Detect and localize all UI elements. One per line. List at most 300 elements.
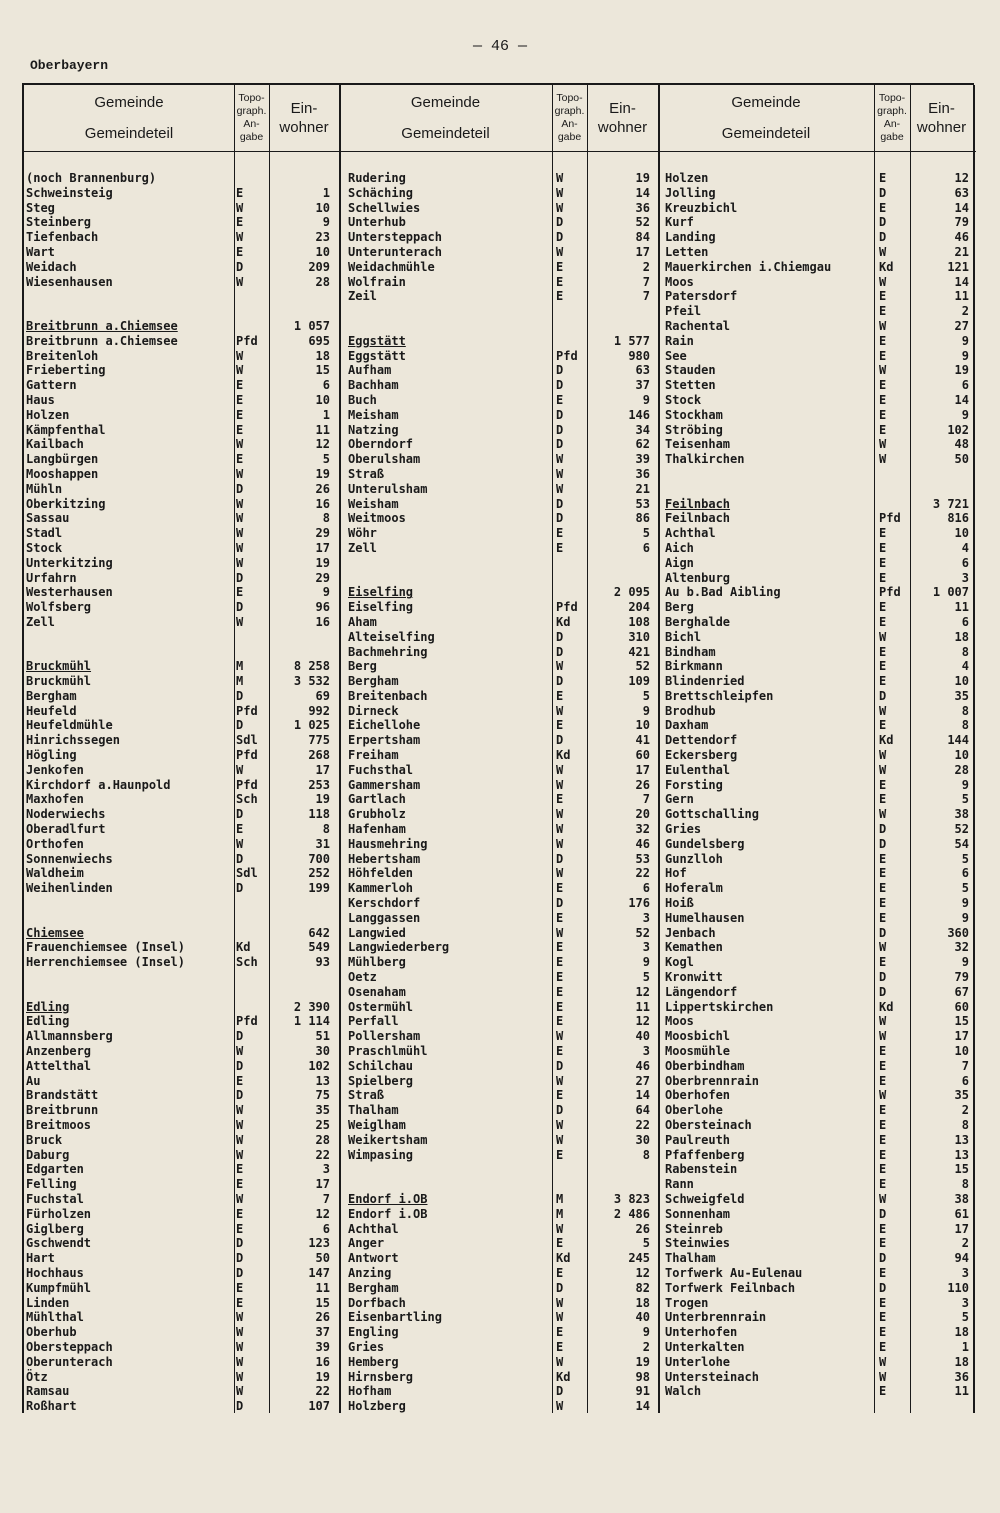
einwohner-value: 147 xyxy=(308,1265,330,1280)
gemeindeteil-name: Orthofen xyxy=(26,836,84,851)
gemeindeteil-name: Hochhaus xyxy=(26,1265,84,1280)
gemeindeteil-name: Engling xyxy=(348,1325,399,1340)
topo-code: D xyxy=(236,1251,244,1266)
table-row xyxy=(24,792,973,807)
gemeindeteil-name: Aham xyxy=(348,614,377,629)
einwohner-value: 9 xyxy=(961,333,969,348)
einwohner-value: 13 xyxy=(954,1147,969,1162)
einwohner-value: 52 xyxy=(954,822,969,837)
einwohner-value: 252 xyxy=(308,866,330,881)
header-einwohner xyxy=(587,85,658,151)
einwohner-value: 3 823 xyxy=(613,1191,650,1206)
gemeindeteil-name: Sassau xyxy=(26,511,70,526)
table-row xyxy=(24,1310,973,1325)
einwohner-value: 31 xyxy=(315,836,330,851)
gemeindeteil-name: Oberadlfurt xyxy=(26,822,106,837)
topo-code: W xyxy=(556,762,564,777)
gemeindeteil-name: Westerhausen xyxy=(26,585,113,600)
einwohner-value: 199 xyxy=(308,881,330,896)
header-gemeindeteil-label: Gemeindeteil xyxy=(401,125,490,142)
einwohner-value: 17 xyxy=(315,1177,330,1192)
gemeinde-name: Endorf i.OB xyxy=(348,1191,428,1206)
einwohner-value: 54 xyxy=(954,836,969,851)
einwohner-value: 1 577 xyxy=(613,333,650,348)
topo-code: W xyxy=(879,363,887,378)
topo-code: E xyxy=(236,1280,244,1295)
einwohner-value: 19 xyxy=(635,1354,650,1369)
topo-code: D xyxy=(879,1251,887,1266)
gemeindeteil-name: Urfahrn xyxy=(26,570,77,585)
einwohner-value: 86 xyxy=(635,511,650,526)
table-row xyxy=(24,718,973,733)
table-row xyxy=(24,260,973,275)
table-row xyxy=(24,378,973,393)
einwohner-value: 38 xyxy=(954,807,969,822)
topo-code: W xyxy=(236,540,244,555)
gemeindeteil-name: Mühlthal xyxy=(26,1310,84,1325)
gemeindeteil-name: Breitenbach xyxy=(348,688,428,703)
einwohner-value: 2 xyxy=(961,304,969,319)
gemeindeteil-name: Moos xyxy=(665,274,694,289)
einwohner-value: 52 xyxy=(635,659,650,674)
einwohner-value: 5 xyxy=(961,881,969,896)
table-row xyxy=(24,1370,973,1385)
einwohner-value: 12 xyxy=(315,437,330,452)
einwohner-value: 992 xyxy=(308,703,330,718)
einwohner-value: 16 xyxy=(315,1354,330,1369)
gemeindeteil-name: Au xyxy=(26,1073,41,1088)
einwohner-value: 2 390 xyxy=(293,999,330,1014)
topo-code: W xyxy=(236,466,244,481)
gemeindeteil-name: Stadl xyxy=(26,526,63,541)
topo-code: D xyxy=(879,925,887,940)
topo-code: Pfd xyxy=(879,585,901,600)
einwohner-value: 8 258 xyxy=(293,659,330,674)
gemeindeteil-name: Herrenchiemsee (Insel) xyxy=(26,955,185,970)
table-row xyxy=(24,674,973,689)
gemeindeteil-name: Aign xyxy=(665,555,694,570)
topo-code: D xyxy=(556,437,564,452)
einwohner-value: 10 xyxy=(635,718,650,733)
gemeindeteil-name: Mooshappen xyxy=(26,466,99,481)
topo-code: D xyxy=(879,688,887,703)
column-rule xyxy=(973,85,975,1413)
gemeindeteil-name: Roßhart xyxy=(26,1399,77,1414)
einwohner-value: 11 xyxy=(954,289,969,304)
gemeindeteil-name: Steinreb xyxy=(665,1221,723,1236)
header-gemeinde xyxy=(339,85,552,151)
einwohner-value: 6 xyxy=(642,540,650,555)
einwohner-value: 17 xyxy=(954,1029,969,1044)
einwohner-value: 253 xyxy=(308,777,330,792)
einwohner-value: 15 xyxy=(954,1162,969,1177)
einwohner-value: 13 xyxy=(954,1132,969,1147)
table-row xyxy=(24,881,973,896)
header-gemeindeteil-label: Gemeindeteil xyxy=(84,125,174,142)
table-row xyxy=(24,659,973,674)
einwohner-value: 93 xyxy=(315,955,330,970)
gemeindeteil-name: Rain xyxy=(665,333,694,348)
table-row xyxy=(24,437,973,452)
einwohner-value: 13 xyxy=(315,1073,330,1088)
gemeindeteil-name: Oberulsham xyxy=(348,452,421,467)
header-einwohner xyxy=(269,85,339,151)
gemeindeteil-name: Hoiß xyxy=(665,896,694,911)
einwohner-value: 30 xyxy=(315,1044,330,1059)
gemeindeteil-name: Holzen xyxy=(665,171,709,185)
gemeindeteil-name: Achthal xyxy=(348,1221,399,1236)
table-row xyxy=(24,541,973,556)
einwohner-value: 52 xyxy=(635,925,650,940)
gemeindeteil-name: Anzing xyxy=(348,1265,392,1280)
gemeindeteil-name: Rann xyxy=(665,1177,694,1192)
table-row xyxy=(24,970,973,985)
einwohner-value: 12 xyxy=(315,1206,330,1221)
einwohner-value: 110 xyxy=(947,1280,969,1295)
topo-code: D xyxy=(556,496,564,511)
einwohner-value: 7 xyxy=(961,1058,969,1073)
einwohner-value: 60 xyxy=(954,999,969,1014)
gemeindeteil-name: Hausmehring xyxy=(348,836,428,851)
topo-code: E xyxy=(879,1339,887,1354)
gemeindeteil-name: Gschwendt xyxy=(26,1236,92,1251)
topo-code: W xyxy=(879,1191,887,1206)
topo-code: W xyxy=(556,866,564,881)
topo-code: M xyxy=(236,659,244,674)
einwohner-value: 5 xyxy=(642,1236,650,1251)
header-einwohner xyxy=(910,85,973,151)
einwohner-value: 53 xyxy=(635,851,650,866)
gemeindeteil-name: Daxham xyxy=(665,718,709,733)
topo-code: E xyxy=(879,659,887,674)
gemeindeteil-name: Jenbach xyxy=(665,925,716,940)
gemeindeteil-name: Freiham xyxy=(348,748,399,763)
gemeindeteil-name: Wolfsberg xyxy=(26,600,92,615)
einwohner-value: 36 xyxy=(635,466,650,481)
topo-code: W xyxy=(879,452,887,467)
table-row xyxy=(24,1148,973,1163)
topo-code: W xyxy=(556,822,564,837)
topo-code: D xyxy=(236,881,244,896)
table-row xyxy=(24,511,973,526)
gemeindeteil-name: Wimpasing xyxy=(348,1147,414,1162)
topo-code: W xyxy=(236,1044,244,1059)
topo-code: E xyxy=(879,1177,887,1192)
topo-code: E xyxy=(556,274,564,289)
topo-code: D xyxy=(879,822,887,837)
einwohner-value: 9 xyxy=(322,215,330,230)
gemeindeteil-name: Berghalde xyxy=(665,614,731,629)
topo-code: E xyxy=(879,348,887,363)
table-row xyxy=(24,911,973,926)
table-row xyxy=(24,1399,658,1414)
table-row xyxy=(24,778,973,793)
table-row xyxy=(24,1177,973,1192)
einwohner-value: 34 xyxy=(635,422,650,437)
header-topo-line: gabe xyxy=(880,130,904,143)
table-row xyxy=(24,171,973,186)
gemeindeteil-name: Gries xyxy=(348,1339,385,1354)
gemeindeteil-name: Meisham xyxy=(348,407,399,422)
gemeindeteil-name: Holzen xyxy=(26,407,70,422)
topo-code: E xyxy=(556,688,564,703)
gemeindeteil-name: Torfwerk Au-Eulenau xyxy=(665,1265,803,1280)
table-row xyxy=(24,866,973,881)
topo-code: W xyxy=(879,703,887,718)
einwohner-value: 3 xyxy=(642,1044,650,1059)
einwohner-value: 28 xyxy=(315,1132,330,1147)
einwohner-value: 1 057 xyxy=(293,318,330,333)
gemeindeteil-name: Hebertsham xyxy=(348,851,421,866)
table-row xyxy=(24,1281,973,1296)
gemeindeteil-name: Ströbing xyxy=(665,422,723,437)
gemeindeteil-name: Weidach xyxy=(26,259,77,274)
gemeindeteil-name: Kerschdorf xyxy=(348,896,421,911)
topo-code: E xyxy=(879,1132,887,1147)
gemeindeteil-name: Langwied xyxy=(348,925,406,940)
gemeindeteil-name: Anzenberg xyxy=(26,1044,92,1059)
gemeinde-name: Chiemsee xyxy=(26,925,84,940)
einwohner-value: 7 xyxy=(642,792,650,807)
table-row xyxy=(24,1296,973,1311)
topo-code: E xyxy=(879,644,887,659)
topo-code: E xyxy=(879,200,887,215)
gemeindeteil-name: Au b.Bad Aibling xyxy=(665,585,781,600)
topo-code: M xyxy=(236,674,244,689)
einwohner-value: 11 xyxy=(954,600,969,615)
gemeindeteil-name: Jolling xyxy=(665,185,716,200)
gemeindeteil-name: Osenaham xyxy=(348,984,406,999)
topo-code: W xyxy=(236,1384,244,1399)
gemeindeteil-name: Högling xyxy=(26,748,77,763)
einwohner-value: 18 xyxy=(635,1295,650,1310)
einwohner-value: 9 xyxy=(961,407,969,422)
einwohner-value: 62 xyxy=(635,437,650,452)
table-row xyxy=(24,571,973,586)
topo-code: E xyxy=(556,718,564,733)
einwohner-value: 19 xyxy=(315,555,330,570)
topo-code: Pfd xyxy=(556,348,578,363)
gemeindeteil-name: Allmannsberg xyxy=(26,1029,113,1044)
gemeindeteil-name: Gattern xyxy=(26,378,77,393)
einwohner-value: 9 xyxy=(322,585,330,600)
einwohner-value: 8 xyxy=(322,511,330,526)
einwohner-value: 9 xyxy=(961,777,969,792)
einwohner-value: 27 xyxy=(954,318,969,333)
einwohner-value: 8 xyxy=(322,822,330,837)
table-row xyxy=(24,822,973,837)
page-number: — 46 — xyxy=(472,38,527,55)
topo-code: W xyxy=(556,244,564,259)
table-row xyxy=(24,1236,973,1251)
table-row xyxy=(24,955,973,970)
table-row xyxy=(24,186,973,201)
topo-code: D xyxy=(236,481,244,496)
gemeindeteil-name: Bergham xyxy=(348,1280,399,1295)
einwohner-value: 8 xyxy=(961,703,969,718)
einwohner-value: 30 xyxy=(635,1132,650,1147)
gemeindeteil-name: Gartlach xyxy=(348,792,406,807)
gemeinde-name: Breitbrunn a.Chiemsee xyxy=(26,318,178,333)
topo-code: E xyxy=(879,718,887,733)
topo-code: Kd xyxy=(879,259,894,274)
einwohner-value: 14 xyxy=(635,1088,650,1103)
topo-code: W xyxy=(236,348,244,363)
einwohner-value: 421 xyxy=(628,644,650,659)
einwohner-value: 9 xyxy=(642,703,650,718)
einwohner-value: 4 xyxy=(961,659,969,674)
table-row xyxy=(24,349,973,364)
topo-code: W xyxy=(236,614,244,629)
einwohner-value: 11 xyxy=(954,1384,969,1399)
table-row xyxy=(24,645,973,660)
topo-code: E xyxy=(556,526,564,541)
gemeindeteil-name: Antwort xyxy=(348,1251,399,1266)
gemeindeteil-name: Kogl xyxy=(665,955,694,970)
topo-code: E xyxy=(556,1014,564,1029)
einwohner-value: 6 xyxy=(642,881,650,896)
gemeindeteil-name: Rabenstein xyxy=(665,1162,738,1177)
gemeindeteil-name: Heufeld xyxy=(26,703,77,718)
gemeindeteil-name: Berg xyxy=(665,600,694,615)
table-row xyxy=(24,201,973,216)
topo-code: W xyxy=(556,659,564,674)
header-topo-line: gabe xyxy=(557,130,582,143)
einwohner-value: 10 xyxy=(954,748,969,763)
table-row xyxy=(24,1340,973,1355)
gemeindeteil-name: Aufham xyxy=(348,363,392,378)
topo-code: E xyxy=(879,392,887,407)
topo-code: E xyxy=(556,970,564,985)
gemeindeteil-name: Dirneck xyxy=(348,703,399,718)
header-topo xyxy=(874,85,910,151)
topo-code: D xyxy=(236,688,244,703)
gemeindeteil-name: Bergham xyxy=(26,688,77,703)
table-row xyxy=(24,585,973,600)
topo-code: W xyxy=(236,437,244,452)
gemeindeteil-name: Breitenloh xyxy=(26,348,99,363)
gemeindeteil-name: Oberunterach xyxy=(26,1354,113,1369)
topo-code: D xyxy=(556,629,564,644)
einwohner-value: 32 xyxy=(635,822,650,837)
einwohner-value: 3 xyxy=(961,1295,969,1310)
gemeindeteil-name: Schäching xyxy=(348,185,414,200)
header-gemeinde xyxy=(658,85,874,151)
header-gemeinde-label: Gemeinde xyxy=(410,93,481,111)
einwohner-value: 19 xyxy=(635,171,650,185)
gemeindeteil-name: Grubholz xyxy=(348,807,406,822)
topo-code: W xyxy=(236,1354,244,1369)
gemeinde-name: Eggstätt xyxy=(348,333,406,348)
gemeindeteil-name: Obersteinach xyxy=(665,1118,752,1132)
header-topo-line: graph. xyxy=(877,105,907,118)
topo-code: D xyxy=(236,1088,244,1103)
table-row xyxy=(24,1074,973,1089)
topo-code: E xyxy=(236,392,244,407)
einwohner-value: 61 xyxy=(954,1206,969,1221)
einwohner-value: 3 532 xyxy=(293,674,330,689)
gemeindeteil-name: Edling xyxy=(26,1014,70,1029)
gemeindeteil-name: Obersteppach xyxy=(26,1339,113,1354)
einwohner-value: 32 xyxy=(954,940,969,955)
gemeindeteil-name: Bichl xyxy=(665,629,702,644)
topo-code: W xyxy=(236,511,244,526)
population-table xyxy=(22,83,974,1413)
topo-code: E xyxy=(236,215,244,230)
einwohner-value: 108 xyxy=(628,614,650,629)
table-row xyxy=(24,1088,973,1103)
gemeinde-name: Edling xyxy=(26,999,70,1014)
gemeindeteil-name: Natzing xyxy=(348,422,399,437)
gemeindeteil-name: Endorf i.OB xyxy=(348,1206,428,1221)
topo-code: D xyxy=(556,674,564,689)
header-gemeinde-label: Gemeinde xyxy=(731,93,801,111)
table-row xyxy=(24,630,973,645)
topo-code: E xyxy=(556,910,564,925)
gemeindeteil-name: Lippertskirchen xyxy=(665,999,774,1014)
einwohner-value: 1 xyxy=(322,407,330,422)
einwohner-value: 18 xyxy=(954,629,969,644)
einwohner-value: 5 xyxy=(642,688,650,703)
topo-code: D xyxy=(556,1058,564,1073)
einwohner-value: 22 xyxy=(315,1147,330,1162)
einwohner-value: 1 xyxy=(961,1339,969,1354)
topo-code: E xyxy=(879,304,887,319)
topo-code: Sch xyxy=(236,955,258,970)
gemeindeteil-name: Unterkalten xyxy=(665,1339,745,1354)
table-row xyxy=(24,1355,973,1370)
einwohner-value: 75 xyxy=(315,1088,330,1103)
topo-code: E xyxy=(879,1147,887,1162)
header-gemeinde xyxy=(24,85,234,151)
table-row xyxy=(24,334,973,349)
topo-code: E xyxy=(556,940,564,955)
table-row xyxy=(24,896,973,911)
einwohner-value: 245 xyxy=(628,1251,650,1266)
einwohner-value: 118 xyxy=(308,807,330,822)
einwohner-value: 52 xyxy=(635,215,650,230)
header-einwohner-line: Ein- xyxy=(609,99,636,117)
einwohner-value: 5 xyxy=(961,792,969,807)
topo-code: D xyxy=(556,733,564,748)
topo-code: Pfd xyxy=(236,748,258,763)
gemeindeteil-name: Thalkirchen xyxy=(665,452,745,467)
topo-code: E xyxy=(556,999,564,1014)
topo-code: E xyxy=(879,851,887,866)
topo-code: W xyxy=(556,807,564,822)
einwohner-value: 146 xyxy=(628,407,650,422)
gemeindeteil-name: Pfeil xyxy=(665,304,702,319)
einwohner-value: 5 xyxy=(322,452,330,467)
gemeindeteil-name: Brandstätt xyxy=(26,1088,99,1103)
gemeindeteil-name: Blindenried xyxy=(665,674,745,689)
einwohner-value: 107 xyxy=(308,1399,330,1414)
gemeindeteil-name: Maxhofen xyxy=(26,792,84,807)
gemeindeteil-name: Wöhr xyxy=(348,526,377,541)
topo-code: E xyxy=(556,1147,564,1162)
einwohner-value: 69 xyxy=(315,688,330,703)
topo-code: W xyxy=(236,836,244,851)
einwohner-value: 5 xyxy=(961,851,969,866)
gemeindeteil-name: Stock xyxy=(665,392,702,407)
topo-code: E xyxy=(879,555,887,570)
topo-code: Kd xyxy=(236,940,251,955)
gemeindeteil-name: Frauenchiemsee (Insel) xyxy=(26,940,185,955)
einwohner-value: 21 xyxy=(635,481,650,496)
topo-code: E xyxy=(879,1073,887,1088)
gemeindeteil-name: Brettschleipfen xyxy=(665,688,774,703)
table-row xyxy=(24,940,973,955)
